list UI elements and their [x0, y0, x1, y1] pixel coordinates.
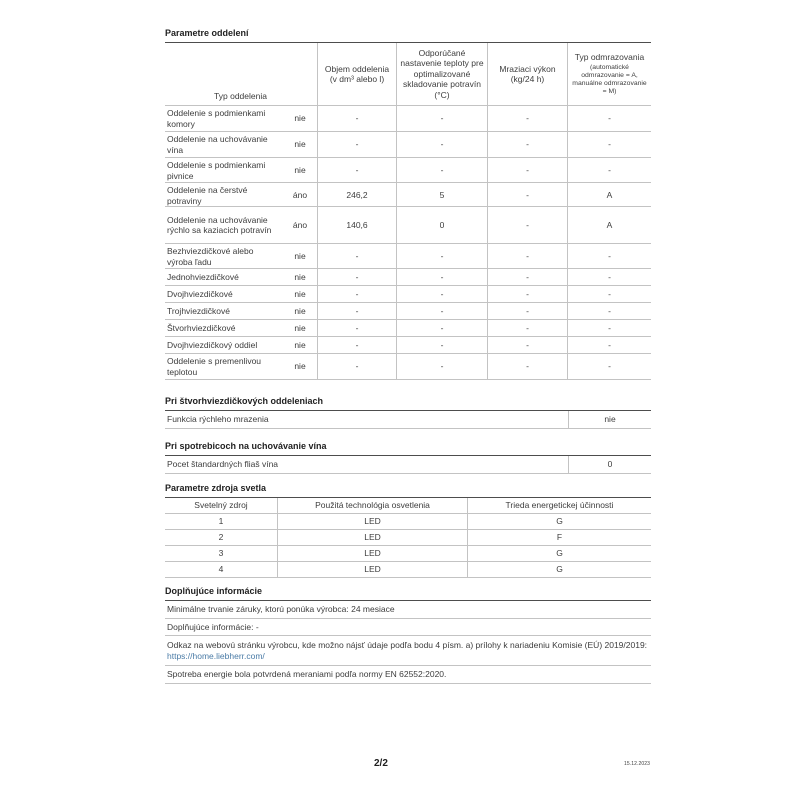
cell-defrost-text: -	[608, 339, 611, 350]
cell-volume	[318, 269, 397, 285]
light-class-text: G	[556, 548, 563, 559]
cell-temp-text: -	[440, 271, 444, 282]
cell-freezing-text: -	[526, 305, 529, 316]
cell-freezing	[488, 303, 568, 319]
cell-volume	[318, 106, 397, 131]
cell-type	[165, 106, 283, 131]
light-cell-tech	[278, 514, 468, 529]
cell-temp-text: 0	[439, 219, 445, 230]
light-cell-tech	[278, 562, 468, 577]
cell-temp	[397, 303, 488, 319]
light-cell-source	[165, 530, 278, 545]
cell-defrost-text: -	[608, 113, 611, 124]
wine-label-cell	[165, 456, 568, 473]
cell-freezing-text: -	[526, 322, 529, 333]
cell-freezing	[488, 183, 568, 208]
table-row	[165, 269, 651, 286]
cell-temp-text: -	[440, 139, 444, 150]
cell-defrost	[568, 132, 651, 157]
light-cell-class	[468, 514, 651, 529]
cell-defrost	[568, 303, 651, 319]
cell-defrost	[568, 158, 651, 183]
light-cell-source	[165, 514, 278, 529]
cell-temp	[397, 132, 488, 157]
table-row	[165, 320, 651, 337]
info-weblink-text	[167, 640, 651, 662]
info-row-warranty	[165, 601, 651, 619]
header-defrost-label: Typ odmrazovania	[574, 52, 645, 63]
cell-present-text: nie	[294, 251, 306, 262]
cell-type-text: Oddelenie na čerstvé potraviny	[167, 185, 248, 206]
cell-volume-text: -	[355, 322, 359, 333]
section-title-info: Doplňujúce informácie	[165, 586, 651, 601]
cell-present-text: nie	[294, 139, 306, 150]
cell-type	[165, 286, 283, 302]
four-star-value-cell	[568, 411, 651, 428]
cell-present	[283, 106, 318, 131]
light-cell-tech	[278, 546, 468, 561]
cell-temp	[397, 320, 488, 336]
light-header-source-text: Svetelný zdroj	[194, 500, 248, 511]
cell-volume-text: -	[355, 361, 359, 372]
cell-defrost-text: -	[608, 271, 611, 282]
cell-temp	[397, 269, 488, 285]
table-row	[165, 354, 651, 380]
header-defrost-sublabel: (automatické odmrazovanie = A, manuálne odmrazovanie = M)	[572, 63, 647, 95]
light-source-text: 1	[218, 516, 224, 527]
cell-volume-text: -	[355, 288, 359, 299]
cell-type-text: Jednohviezdičkové	[167, 271, 239, 282]
cell-defrost	[568, 320, 651, 336]
section-title-light: Parametre zdroja svetla	[165, 483, 651, 498]
light-cell-tech	[278, 530, 468, 545]
light-tech-text: LED	[364, 548, 381, 559]
cell-volume-text: -	[355, 165, 359, 176]
cell-defrost	[568, 106, 651, 131]
light-table-header	[165, 498, 651, 514]
cell-temp-text: -	[440, 165, 444, 176]
info-row-additional	[165, 619, 651, 636]
cell-defrost	[568, 286, 651, 302]
cell-freezing-text: -	[526, 190, 529, 201]
cell-temp-text: -	[440, 322, 444, 333]
cell-temp	[397, 106, 488, 131]
cell-type	[165, 320, 283, 336]
cell-freezing-text: -	[526, 113, 529, 124]
cell-present-text: nie	[294, 322, 306, 333]
cell-freezing-text: -	[526, 339, 529, 350]
cell-freezing	[488, 320, 568, 336]
manufacturer-website-link[interactable]: https://home.liebherr.com/	[167, 650, 265, 661]
light-cell-class	[468, 546, 651, 561]
cell-type	[165, 132, 283, 157]
cell-type	[165, 354, 283, 379]
info-weblink-prefix: Odkaz na webovú stránku výrobcu, kde možno nájsť údaje podľa bodu 4 písm. a) prílohy k nariadeniu Komisie (EÚ) 2019/2019:	[167, 639, 648, 650]
cell-present	[283, 269, 318, 285]
cell-type	[165, 207, 283, 243]
table-row	[165, 183, 651, 207]
info-warranty-text: Minimálne trvanie záruky, ktorú ponúka výrobca: 24 mesiace	[167, 604, 395, 614]
cell-freezing-text: -	[526, 139, 529, 150]
cell-volume-text: 246,2	[346, 190, 368, 201]
header-freezing-label: Mraziaci výkon (kg/24 h)	[499, 63, 556, 84]
cell-type-text: Bezhviezdičkové alebo výroba ľadu	[167, 246, 254, 267]
light-row	[165, 546, 651, 562]
cell-volume	[318, 320, 397, 336]
cell-type	[165, 183, 283, 208]
cell-freezing	[488, 158, 568, 183]
cell-type-text: Oddelenie s premenlivou teplotou	[167, 356, 262, 377]
header-cell-defrost	[568, 43, 651, 105]
cell-defrost-text: A	[606, 219, 613, 230]
cell-defrost	[568, 337, 651, 353]
cell-type	[165, 303, 283, 319]
cell-present	[283, 337, 318, 353]
cell-volume-text: -	[355, 339, 359, 350]
light-header-tech-text: Použitá technológia osvetlenia	[315, 500, 430, 511]
cell-temp	[397, 207, 488, 243]
cell-type	[165, 269, 283, 285]
cell-defrost	[568, 244, 651, 269]
cell-type	[165, 244, 283, 269]
cell-defrost-text: A	[606, 190, 613, 201]
cell-freezing	[488, 354, 568, 379]
light-header-source	[165, 498, 278, 513]
table-row	[165, 132, 651, 158]
table-row	[165, 244, 651, 269]
light-cell-source	[165, 546, 278, 561]
cell-type-text: Oddelenie na uchovávanie vína	[167, 134, 268, 155]
header-temp-label: Odporúčané nastavenie teploty pre optimalizované skladovanie potravín (°C)	[400, 47, 484, 100]
cell-type-text: Oddelenie s podmienkami komory	[167, 108, 266, 129]
light-row	[165, 562, 651, 578]
cell-temp-text: -	[440, 361, 444, 372]
cell-volume	[318, 132, 397, 157]
cell-freezing-text: -	[526, 271, 529, 282]
light-cell-class	[468, 562, 651, 577]
info-section	[165, 586, 651, 684]
light-class-text: G	[556, 564, 563, 575]
cell-volume-text: 140,6	[346, 219, 368, 230]
four-star-row	[165, 411, 651, 429]
cell-volume-text: -	[355, 139, 359, 150]
header-cell-volume	[318, 43, 397, 105]
cell-temp	[397, 354, 488, 379]
light-tech-text: LED	[364, 532, 381, 543]
cell-type-text: Oddelenie na uchovávanie rýchlo sa kaziacich potravín	[167, 214, 272, 235]
cell-volume	[318, 354, 397, 379]
cell-freezing	[488, 132, 568, 157]
cell-present-text: áno	[292, 219, 308, 230]
info-additional-text: Doplňujúce informácie: -	[167, 621, 259, 632]
wine-value: 0	[607, 459, 613, 470]
four-star-label-cell	[165, 411, 568, 428]
cell-present	[283, 132, 318, 157]
section-title-four-star: Pri štvorhviezdičkových oddeleniach	[165, 396, 651, 411]
table-row	[165, 337, 651, 354]
light-header-tech	[278, 498, 468, 513]
cell-temp-text: -	[440, 251, 444, 262]
cell-present-text: nie	[294, 361, 306, 372]
cell-present-text: nie	[294, 339, 306, 350]
table-row	[165, 207, 651, 244]
cell-freezing	[488, 337, 568, 353]
cell-defrost-text: -	[608, 139, 611, 150]
cell-present-text: nie	[294, 113, 306, 124]
cell-defrost	[568, 207, 651, 243]
cell-present	[283, 183, 318, 208]
page-number: 2/2	[374, 758, 388, 769]
wine-section	[165, 441, 651, 474]
cell-type-text: Trojhviezdičkové	[167, 305, 230, 316]
light-row	[165, 530, 651, 546]
cell-defrost	[568, 354, 651, 379]
cell-temp-text: -	[440, 305, 444, 316]
cell-present	[283, 158, 318, 183]
section-title-compartments: Parametre oddelení	[165, 28, 651, 43]
cell-freezing	[488, 106, 568, 131]
light-cell-source	[165, 562, 278, 577]
cell-volume	[318, 207, 397, 243]
cell-freezing-text: -	[526, 361, 529, 372]
cell-freezing	[488, 244, 568, 269]
cell-freezing	[488, 286, 568, 302]
cell-freezing-text: -	[526, 288, 529, 299]
cell-volume-text: -	[355, 113, 359, 124]
info-row-energy-standard	[165, 666, 651, 684]
cell-present	[283, 320, 318, 336]
cell-type-text: Štvorhviezdičkové	[167, 322, 236, 333]
light-source-text: 4	[218, 564, 224, 575]
cell-temp-text: -	[440, 113, 444, 124]
light-source-text: 2	[218, 532, 224, 543]
light-class-text: G	[556, 516, 563, 527]
cell-defrost-text: -	[608, 288, 611, 299]
cell-temp-text: -	[440, 339, 444, 350]
cell-temp	[397, 244, 488, 269]
cell-defrost-text: -	[608, 361, 611, 372]
header-cell-type	[165, 43, 318, 105]
light-header-class	[468, 498, 651, 513]
cell-present	[283, 207, 318, 243]
cell-present-text: áno	[292, 190, 308, 201]
cell-volume	[318, 244, 397, 269]
cell-temp	[397, 183, 488, 208]
cell-volume	[318, 286, 397, 302]
wine-label: Pocet štandardných fliaš vína	[167, 459, 279, 470]
light-source-text: 3	[218, 548, 224, 559]
cell-volume	[318, 303, 397, 319]
footer-date: 15.12.2023	[623, 761, 650, 767]
cell-freezing-text: -	[526, 251, 529, 262]
cell-freezing-text: -	[526, 219, 529, 230]
cell-temp	[397, 337, 488, 353]
cell-present-text: nie	[294, 305, 306, 316]
cell-volume-text: -	[355, 251, 359, 262]
compartment-table	[165, 43, 651, 380]
cell-defrost	[568, 183, 651, 208]
cell-temp-text: -	[440, 288, 444, 299]
light-section	[165, 483, 651, 578]
document-content	[165, 28, 651, 684]
info-energy-standard-text: Spotreba energie bola potvrdená meraniami podľa normy EN 62552:2020.	[167, 669, 447, 679]
light-row	[165, 514, 651, 530]
light-tech-text: LED	[364, 516, 381, 527]
table-row	[165, 106, 651, 132]
cell-present-text: nie	[294, 288, 306, 299]
cell-freezing-text: -	[526, 165, 529, 176]
cell-volume	[318, 337, 397, 353]
cell-type-text: Dvojhviezdičkové	[167, 288, 233, 299]
cell-freezing	[488, 269, 568, 285]
four-star-section	[165, 396, 651, 429]
header-type-label: Typ oddelenia	[214, 90, 267, 101]
light-cell-class	[468, 530, 651, 545]
cell-type-text: Oddelenie s podmienkami pivnice	[167, 160, 266, 181]
compartment-table-header	[165, 43, 651, 106]
four-star-label: Funkcia rýchleho mrazenia	[167, 414, 269, 425]
cell-defrost-text: -	[608, 305, 611, 316]
cell-volume-text: -	[355, 305, 359, 316]
cell-volume-text: -	[355, 271, 359, 282]
cell-present-text: nie	[294, 165, 306, 176]
cell-type	[165, 337, 283, 353]
cell-type-text: Dvojhviezdičkový oddiel	[167, 339, 258, 350]
cell-temp	[397, 286, 488, 302]
cell-present	[283, 354, 318, 379]
light-class-text: F	[556, 532, 563, 543]
table-row	[165, 158, 651, 183]
cell-present	[283, 303, 318, 319]
info-row-weblink	[165, 636, 651, 666]
table-row	[165, 286, 651, 303]
cell-present-text: nie	[294, 271, 306, 282]
light-header-class-text: Trieda energetickej účinnosti	[505, 500, 614, 511]
cell-defrost-text: -	[608, 251, 611, 262]
wine-value-cell	[568, 456, 651, 473]
cell-freezing	[488, 207, 568, 243]
cell-present	[283, 244, 318, 269]
cell-defrost-text: -	[608, 322, 611, 333]
four-star-value: nie	[604, 414, 616, 425]
header-cell-freezing	[488, 43, 568, 105]
cell-defrost	[568, 269, 651, 285]
cell-volume	[318, 183, 397, 208]
section-title-wine: Pri spotrebicoch na uchovávanie vína	[165, 441, 651, 456]
header-cell-temp	[397, 43, 488, 105]
cell-defrost-text: -	[608, 165, 611, 176]
header-volume-label: Objem oddelenia (v dm³ alebo l)	[324, 63, 390, 84]
cell-temp	[397, 158, 488, 183]
cell-present	[283, 286, 318, 302]
light-tech-text: LED	[364, 564, 381, 575]
cell-volume	[318, 158, 397, 183]
table-row	[165, 303, 651, 320]
cell-type	[165, 158, 283, 183]
wine-row	[165, 456, 651, 474]
cell-temp-text: 5	[439, 190, 445, 201]
